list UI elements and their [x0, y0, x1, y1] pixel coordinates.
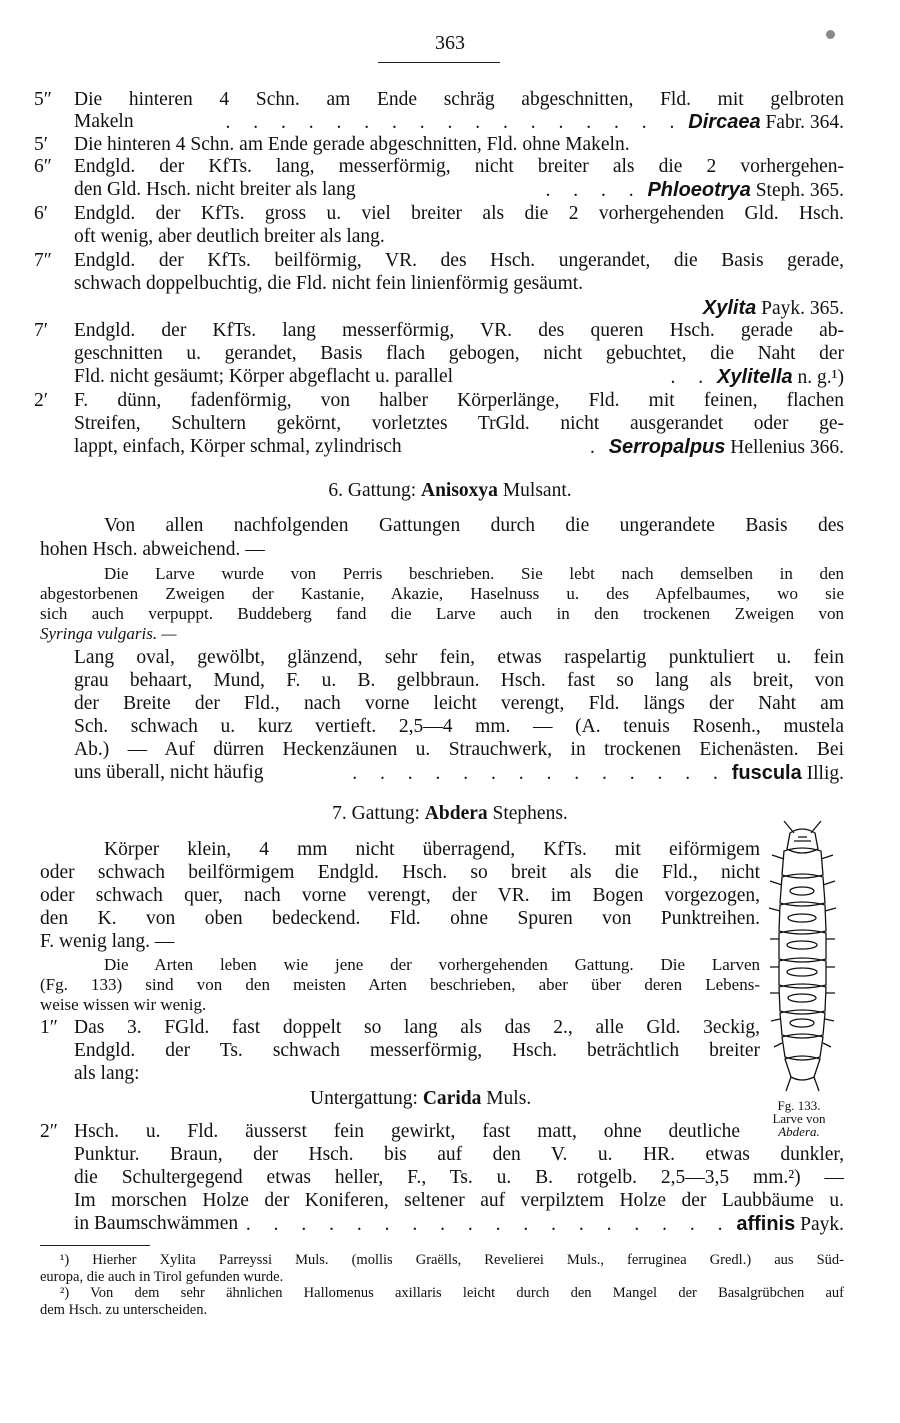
key-line	[74, 1214, 844, 1235]
genus-name: Xylitella	[717, 366, 793, 388]
heading-author: Mulsant.	[502, 480, 572, 501]
larva-line: abgestorbenen Zweigen der Kastanie, Akazie, Haselnuss u. des Apfelbaumes, wo sie	[40, 584, 844, 603]
leader-dots: . . . .	[545, 180, 643, 201]
key-line: Endgld. der Ts. schwach messerförmig, Hsch. beträchtlich breiter	[74, 1040, 760, 1061]
description-line: den K. von oben bedeckend. Fld. ohne Spuren von Punktreihen.	[40, 908, 760, 929]
key-line: Die hinteren 4 Schn. am Ende gerade abgeschnitten, Fld. ohne Makeln.	[74, 134, 630, 155]
key-line: Im morschen Holze der Koniferen, seltener auf verpilztem Holze der Laubbäume u.	[74, 1190, 844, 1211]
leader-dots: . . . . . . . . . . . . . .	[352, 763, 727, 784]
larva-line: Die Larve wurde von Perris beschrieben. Sie lebt nach demselben in den	[104, 564, 844, 583]
key-number: 7″	[34, 250, 52, 271]
key-line: Endgld. der KfTs. gross u. viel breiter als die 2 vorhergehenden Gld. Hsch.	[74, 203, 844, 224]
key-text: Fld. nicht gesäumt; Körper abgeflacht u. parallel	[74, 366, 454, 387]
heading-genus: Anisoxya	[421, 480, 498, 501]
description-line: der Breite der Fld., nach vorne leicht verengt, Fld. längs der Naht am	[74, 693, 844, 714]
key-line: F. dünn, fadenförmig, von halber Körperlänge, Fld. mit feinen, flachen	[74, 390, 844, 411]
key-line: Hsch. u. Fld. äusserst fein gewirkt, fast matt, ohne deutliche	[74, 1121, 740, 1142]
larva-figure	[760, 815, 845, 1095]
key-line: Das 3. FGld. fast doppelt so lang als das 2., alle Gld. 3eckig,	[74, 1017, 760, 1038]
ink-spot	[826, 30, 835, 39]
key-line: die Schultergegend etwas heller, F., Ts. u. B. rotgelb. 2,5—3,5 mm.²) —	[74, 1167, 844, 1188]
page-number: 363	[435, 32, 465, 54]
genus-heading	[0, 481, 900, 501]
key-number: 1″	[40, 1017, 58, 1038]
key-line: Die hinteren 4 Schn. am Ende schräg abgeschnitten, Fld. mit gelbroten	[74, 89, 844, 110]
description-line: grau behaart, Mund, F. u. B. gelbbraun. Hsch. fast so lang als breit, von	[74, 670, 844, 691]
species-name: affinis	[736, 1213, 796, 1235]
key-line: oft wenig, aber deutlich breiter als lang.	[74, 226, 385, 247]
genus-author: Steph. 365.	[755, 180, 844, 201]
heading-genus: Abdera	[424, 803, 488, 824]
genus-name: Phloeotrya	[647, 179, 751, 201]
intro-line: Von allen nachfolgenden Gattungen durch die ungerandete Basis des	[104, 515, 844, 536]
key-number: 5′	[34, 134, 49, 155]
intro-line: hohen Hsch. abweichend. —	[40, 539, 265, 560]
larva-line: weise wissen wir wenig.	[40, 995, 207, 1014]
key-number: 5″	[34, 89, 52, 110]
header-rule	[378, 62, 500, 63]
key-number: 6′	[34, 203, 49, 224]
subgenus-prefix: Untergattung:	[310, 1088, 418, 1109]
key-line: als lang:	[74, 1063, 140, 1084]
heading-prefix: 7. Gattung:	[332, 803, 420, 824]
larva-line: Die Arten leben wie jene der vorhergehenden Gattung. Die Larven	[104, 955, 760, 974]
genus-name: Dircaea	[688, 111, 761, 133]
description-line: oder schwach quer, nach vorne verengt, der VR. im Bogen vorgezogen,	[40, 885, 760, 906]
description-text: uns überall, nicht häufig	[74, 762, 264, 783]
genus-author: Fabr. 364.	[765, 112, 844, 133]
leader-dots: . . . . . . . . . . . . . . . . . .	[245, 1214, 732, 1235]
heading-prefix: 6. Gattung:	[328, 480, 417, 501]
key-line	[74, 437, 844, 458]
subgenus-author: Muls.	[486, 1088, 532, 1109]
subgenus-heading	[310, 1089, 531, 1109]
key-line: Endgld. der KfTs. lang, messerförmig, nicht breiter als die 2 vorhergehen-	[74, 156, 844, 177]
key-number: 2″	[40, 1121, 58, 1142]
figure-caption: Larve von	[772, 1111, 826, 1126]
genus-name: Xylita	[702, 297, 757, 319]
key-line: Punktur. Braun, der Hsch. bis auf den V. u. HR. etwas dunkler,	[74, 1144, 844, 1165]
description-line: Lang oval, gewölbt, glänzend, sehr fein, etwas raspelartig punktuliert u. fein	[74, 647, 844, 668]
larva-line: (Fg. 133) sind von den meisten Arten beschrieben, aber über deren Lebens-	[40, 975, 760, 994]
figure-label: Fg. 133.	[777, 1098, 821, 1113]
key-line	[74, 180, 844, 201]
key-line: Endgld. der KfTs. lang messerförmig, VR. des queren Hsch. gerade ab-	[74, 320, 844, 341]
leader-dots: .	[589, 437, 604, 458]
key-text: den Gld. Hsch. nicht breiter als lang	[74, 179, 356, 200]
larva-line: sich auch verpuppt. Buddeberg fand die Larve auch in den trockenen Zweigen von	[40, 604, 844, 623]
genus-author: n. g.¹)	[797, 367, 844, 388]
key-text: Makeln	[74, 111, 134, 132]
key-number: 6″	[34, 156, 52, 177]
description-line: F. wenig lang. —	[40, 931, 175, 952]
subgenus-name: Carida	[422, 1088, 482, 1109]
footnote-rule	[40, 1245, 150, 1246]
key-line: schwach doppelbuchtig, die Fld. nicht fein linienförmig gesäumt.	[74, 273, 584, 294]
key-line	[74, 298, 844, 319]
species-author: Illig.	[806, 763, 844, 784]
species-name: fuscula	[731, 762, 802, 784]
genus-name: Serropalpus	[608, 436, 726, 458]
footnote-2-cont: dem Hsch. zu unterscheiden.	[40, 1302, 208, 1318]
species-author: Payk.	[800, 1214, 844, 1235]
key-line: Streifen, Schultern gekörnt, vorletztes TrGld. nicht ausgerandet oder ge-	[74, 413, 844, 434]
genus-author: Hellenius 366.	[730, 437, 844, 458]
heading-author: Stephens.	[492, 803, 568, 824]
larva-line: Syringa vulgaris. —	[40, 624, 177, 643]
description-line	[74, 763, 844, 784]
key-line: Endgld. der KfTs. beilförmig, VR. des Hsch. ungerandet, die Basis gerade,	[74, 250, 844, 271]
leader-dots: . .	[670, 367, 713, 388]
description-line: oder schwach beilförmigem Endgld. Hsch. so breit als die Fld., nicht	[40, 862, 760, 883]
key-text: lappt, einfach, Körper schmal, zylindrisch	[74, 436, 402, 457]
key-line	[74, 112, 844, 133]
footnote-1-cont: europa, die auch in Tirol gefunden wurde.	[40, 1269, 284, 1285]
figure-caption-genus: Abdera.	[778, 1124, 820, 1139]
description-line: Ab.) — Auf dürren Heckenzäunen u. Strauchwerk, in trockenen Eichenästen. Bei	[74, 739, 844, 760]
key-number: 2′	[34, 390, 49, 411]
description-line: Körper klein, 4 mm nicht überragend, KfTs. mit eiförmigem	[104, 839, 760, 860]
description-line: Sch. schwach u. kurz vertieft. 2,5—4 mm. — (A. tenuis Rosenh., mustela	[74, 716, 844, 737]
footnote-1: ¹) Hierher Xylita Parreyssi Muls. (mollis Graëlls, Revelierei Muls., ferruginea Gredl.) aus Süd-	[60, 1252, 844, 1268]
key-text: in Baumschwämmen	[74, 1213, 239, 1234]
footnote-2: ²) Von dem sehr ähnlichen Hallomenus axillaris leicht durch den Mangel der Basalgrübchen auf	[60, 1285, 844, 1301]
key-number: 7′	[34, 320, 49, 341]
key-line: geschnitten u. gerandet, Basis flach gebogen, nicht gebuchtet, die Naht der	[74, 343, 844, 364]
key-line	[74, 367, 844, 388]
genus-author: Payk. 365.	[761, 298, 844, 319]
leader-dots: . . . . . . . . . . . . . . . . .	[225, 112, 684, 133]
